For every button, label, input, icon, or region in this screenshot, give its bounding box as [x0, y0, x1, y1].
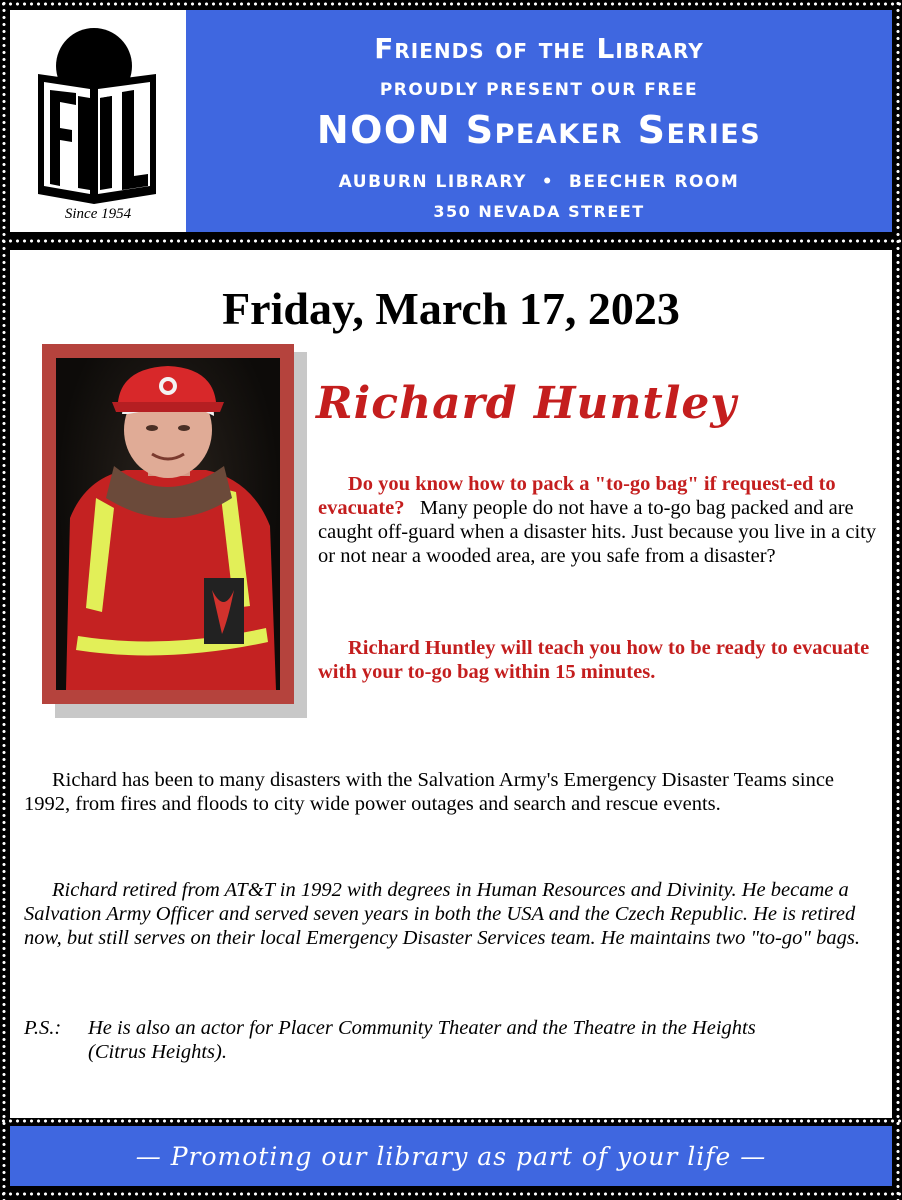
intro-text: Many people do not have a to-go bag packed and are caught off-guard when a disaster hits. Just because you live in a city or not near a wooded area, are you safe from a disaster?: [318, 497, 877, 567]
intro-paragraph: [318, 472, 878, 568]
header-title: Friends of the Library: [374, 32, 704, 65]
frame-dots-left: [2, 0, 6, 1200]
event-date: Friday, March 17, 2023: [222, 283, 680, 334]
ps-text-line2: (Citrus Heights).: [88, 1041, 227, 1063]
speaker-photo-frame: [42, 344, 294, 704]
speaker-name: Richard Huntley: [316, 378, 737, 429]
experience-text: Richard has been to many disasters with the Salvation Army's Emergency Disaster Teams since 1992, from fires and floods to city wide power outages and search and rescue events.: [24, 769, 835, 815]
venue-line: AUBURN LIBRARY • BEECHER ROOM: [338, 172, 740, 192]
frame-dots-right: [896, 0, 900, 1200]
experience-paragraph: [24, 768, 874, 816]
frame-dots-bottom: [0, 1192, 902, 1196]
address-line: 350 NEVADA STREET: [433, 202, 645, 221]
ps-text-line1: He is also an actor for Placer Community Theater and the Theatre in the Heights: [88, 1017, 756, 1039]
ps-label: P.S.:: [24, 1017, 62, 1039]
speaker-photo: [56, 358, 280, 690]
ps-paragraph: [24, 1016, 874, 1064]
intro-question: Do you know how to pack a "to-go bag" if request-ed to evacuate?: [318, 473, 836, 519]
frame-dots-top: [0, 2, 902, 6]
series-title: NOON Speaker Series: [316, 108, 762, 152]
header-subtitle: PROUDLY PRESENT OUR FREE: [379, 80, 699, 100]
footer-banner: [10, 1126, 892, 1186]
bio-text: Richard retired from AT&T in 1992 with degrees in Human Resources and Divinity. He became a Salvation Army Officer and served seven years in both the USA and the Czech Republic. He is retired now, but still serves on their local Emergency Disaster Services team. He maintains two "to-go" bags.: [24, 879, 860, 949]
speaker-portrait-icon: [56, 358, 280, 690]
bio-paragraph: [24, 878, 874, 950]
fol-logo: [10, 10, 186, 232]
footer-tagline: — Promoting our library as part of your life —: [135, 1142, 767, 1171]
teach-paragraph: [318, 636, 878, 684]
frame-dots-header-bottom: [0, 239, 902, 243]
teach-text: Richard Huntley will teach you how to be ready to evacuate with your to-go bag within 15 minutes.: [318, 637, 870, 683]
header-banner: [186, 10, 892, 232]
fol-book-logo-icon: [36, 26, 160, 206]
main-content: [10, 250, 892, 1118]
frame-dots-main-bottom: [0, 1119, 902, 1123]
since-label: Since 1954: [64, 206, 132, 222]
